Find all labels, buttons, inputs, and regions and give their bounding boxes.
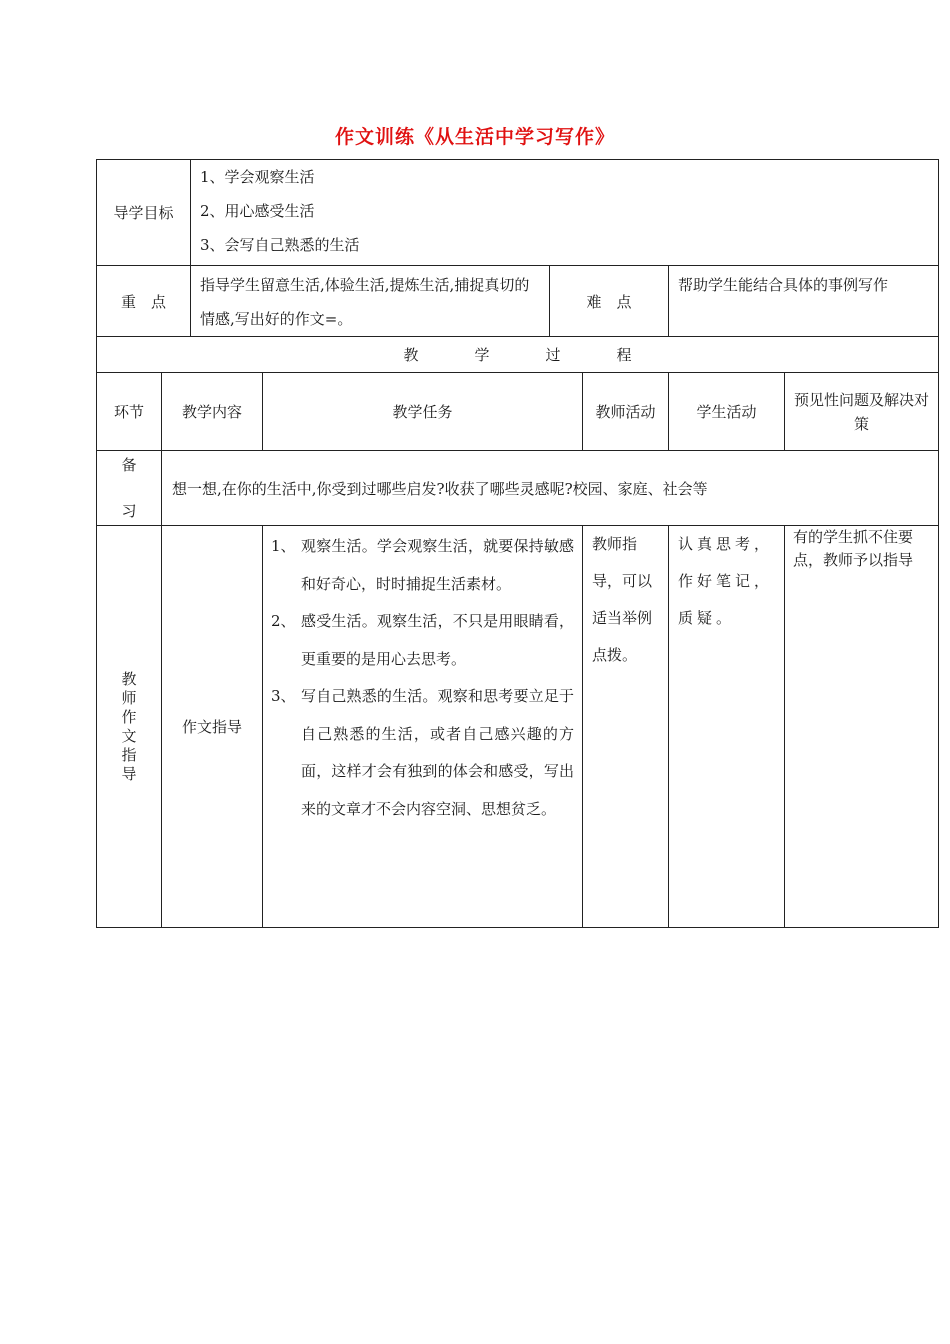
- task-item: [271, 603, 574, 678]
- difficulty-text: 帮助学生能结合具体的事例写作: [669, 266, 939, 337]
- guide-goals-list: [191, 160, 939, 266]
- preparation-label: [97, 451, 162, 526]
- lesson-plan-table: [96, 159, 939, 928]
- column-header-row: [97, 373, 939, 451]
- key-point-row: [97, 266, 939, 337]
- preparation-text: 想一想,在你的生活中,你受到过哪些启发?收获了哪些灵感呢?校园、家庭、社会等: [162, 451, 939, 526]
- goal-item: 1、学会观察生活: [200, 168, 315, 186]
- teacher-activity-text: 教师指导，可以适当举例点拨。: [583, 526, 669, 928]
- task-text: 观察生活。学会观察生活，就要保持敏感和好奇心，时时捕捉生活素材。: [301, 537, 575, 593]
- problems-text: 有的学生抓不住要点，教师予以指导: [785, 526, 939, 928]
- task-item: [271, 678, 574, 828]
- key-point-text: 指导学生留意生活,体验生活,提炼生活,捕捉真切的情感,写出好的作文=。: [191, 266, 550, 337]
- teacher-guidance-tasks: [263, 526, 583, 928]
- process-heading-char: 过: [545, 346, 561, 364]
- preparation-row: [97, 451, 939, 526]
- stage-char: 师: [121, 688, 137, 707]
- student-activity-text: 认真思考，作好笔记，质疑。: [669, 526, 785, 928]
- column-header-tasks: 教学任务: [263, 373, 583, 451]
- task-text: 写自己熟悉的生活。观察和思考要立足于自己熟悉的生活，或者自己感兴趣的方面，这样才会有独到的体会和感受，写出来的文章才不会内容空洞、思想贫乏。: [301, 687, 575, 818]
- stage-char: 作: [121, 707, 137, 726]
- stage-char: 导: [121, 764, 137, 783]
- goal-item: 3、会写自己熟悉的生活: [200, 236, 360, 254]
- stage-char: 文: [121, 726, 137, 745]
- task-number: 2、: [271, 612, 296, 630]
- column-header-student-activity: 学生活动: [669, 373, 785, 451]
- guide-goals-label: 导学目标: [97, 160, 191, 266]
- key-point-label: 重 点: [97, 266, 191, 337]
- column-header-problems: 预见性问题及解决对策: [785, 373, 939, 451]
- task-text: 感受生活。观察生活，不只是用眼睛看，更重要的是用心去思考。: [301, 612, 575, 668]
- preparation-label-char: 备: [121, 456, 137, 474]
- process-heading-row: [97, 337, 939, 373]
- teacher-guidance-content: 作文指导: [162, 526, 263, 928]
- task-number: 1、: [271, 537, 296, 555]
- column-header-stage: 环节: [97, 373, 162, 451]
- process-heading: [97, 337, 939, 373]
- difficulty-label: 难 点: [550, 266, 669, 337]
- guide-goals-row: [97, 160, 939, 266]
- teacher-guidance-stage: [97, 526, 162, 928]
- goal-item: 2、用心感受生活: [200, 202, 315, 220]
- stage-char: 教: [121, 669, 137, 688]
- column-header-teacher-activity: 教师活动: [583, 373, 669, 451]
- teacher-guidance-row: [97, 526, 939, 928]
- process-heading-char: 程: [616, 346, 632, 364]
- task-number: 3、: [271, 687, 296, 705]
- document-title: 作文训练《从生活中学习写作》: [334, 126, 615, 148]
- preparation-label-char: 习: [121, 502, 137, 520]
- column-header-content: 教学内容: [162, 373, 263, 451]
- task-item: [271, 528, 574, 603]
- process-heading-char: 教: [403, 346, 419, 364]
- process-heading-char: 学: [474, 346, 490, 364]
- stage-char: 指: [121, 745, 137, 764]
